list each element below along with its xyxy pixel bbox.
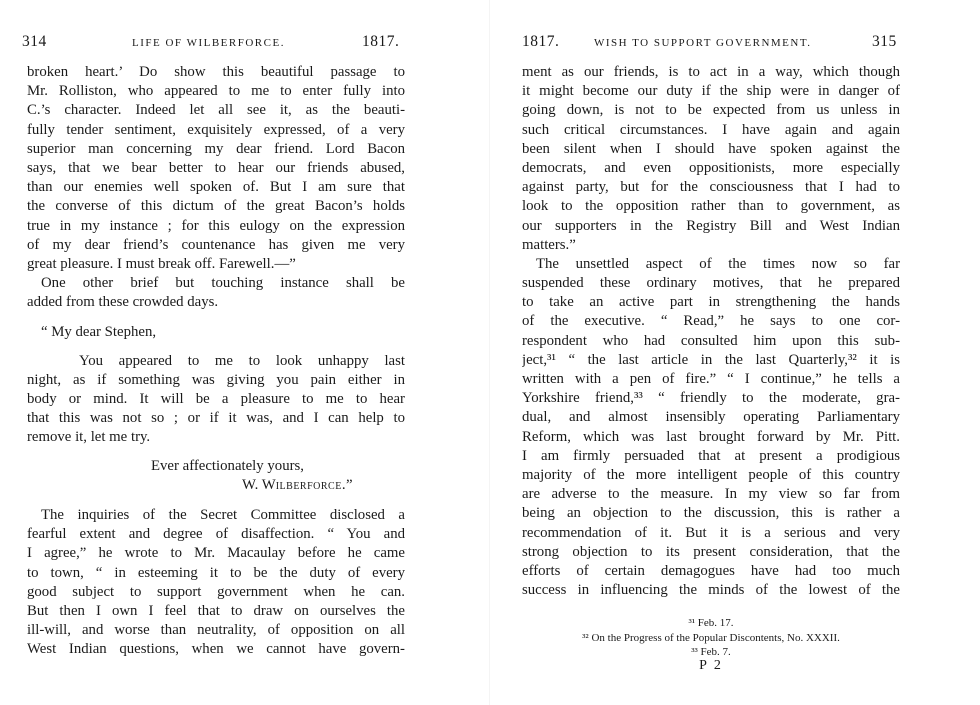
- text-line: recommendation of it. But it is a serious and very: [522, 524, 900, 541]
- text-line: are adverse to the measure. In my view so far from: [522, 486, 900, 503]
- text-line: The unsettled aspect of the times now so far: [536, 255, 900, 272]
- text-line: broken heart.’ Do show this beautiful passage to: [27, 64, 405, 80]
- text-line: than our enemies well spoken of. But I am sure that: [27, 179, 405, 196]
- text-line: fearful extent and degree of disaffection. “ You and: [27, 526, 405, 543]
- text-line: respondent who had consulted him upon this sub-: [522, 332, 900, 349]
- text-line: says, that we bear better to hear our friends abused,: [27, 159, 405, 176]
- text-line: dual, and almost insensibly operating Parliamentary: [522, 409, 900, 426]
- text-line: success in influencing the minds of the lowest of the: [522, 582, 900, 599]
- text-line: Mr. Rolliston, who appeared to me to enter fully into: [27, 83, 405, 100]
- page-body: [27, 63, 405, 659]
- text-line: such critical circumstances. I have again and again: [522, 121, 900, 138]
- signature-mark: P 2: [699, 658, 723, 673]
- text-line: to town, “ in esteeming it to be the duty of every: [27, 564, 405, 581]
- text-line: going down, is not to be expected from us unless in: [522, 102, 900, 119]
- text-line: ment as our friends, is to act in a way, which though: [522, 64, 900, 80]
- text-line: C.’s character. Indeed let all see it, as the beauti-: [27, 102, 405, 119]
- text-line: of the executive. “ Read,” he says to one cor-: [522, 313, 900, 330]
- footnote: ³³ Feb. 7.: [691, 646, 731, 658]
- text-line: true in my instance ; for this eulogy on the expression: [27, 217, 405, 234]
- letter-closing: Ever affectionately yours,: [151, 457, 304, 474]
- text-line: fully tender sentiment, exquisitely expressed, of a very: [27, 121, 405, 138]
- page-number: 314: [22, 33, 47, 50]
- text-line: been silent when I should have spoken against the: [522, 140, 900, 157]
- footnote: ³¹ Feb. 17.: [688, 617, 734, 629]
- text-line: written with a pen of fire.” “ I continue,” he tells a: [522, 371, 900, 387]
- text-line: against party, but for the consciousness that I had to: [522, 179, 900, 196]
- footnotes: [522, 616, 900, 660]
- text-line: superior man concerning my dear friend. Lord Bacon: [27, 140, 405, 157]
- letter-signature: W. Wilberforce.”: [242, 476, 353, 493]
- text-line: strong objection to its present consideration, that the: [522, 543, 900, 560]
- letter-salutation: “ My dear Stephen,: [41, 324, 157, 341]
- text-line: of my dear friend’s countenance has given me very: [27, 236, 405, 253]
- text-line: majority of the more intelligent people of this country: [522, 466, 900, 483]
- text-line: Reform, which was last brought forward by Mr. Pitt.: [522, 428, 900, 445]
- text-line: ill-will, and worse than neutrality, of opposition on all: [27, 622, 405, 639]
- text-line: The inquiries of the Secret Committee disclosed a: [41, 506, 405, 523]
- page-number: 315: [872, 33, 897, 50]
- text-line: I am firmly persuaded that at present a prodigious: [522, 447, 900, 464]
- text-line: look to the opposition rather than to government, as: [522, 198, 900, 215]
- text-line: our supporters in the Registry Bill and West Indian: [522, 217, 900, 234]
- text-line: added from these crowded days.: [27, 294, 219, 311]
- page-header: [22, 33, 412, 53]
- right-page: [490, 0, 980, 705]
- text-line: democrats, and even oppositionists, more especially: [522, 159, 900, 176]
- footnote: ³² On the Progress of the Popular Discontents, No. XXXII.: [582, 631, 840, 644]
- running-title: WISH TO SUPPORT GOVERNMENT.: [594, 37, 812, 49]
- page-year: 1817.: [362, 33, 400, 50]
- text-line: that this was not so ; or if it was, and I can help to: [27, 410, 405, 427]
- text-line: good subject to support government when he can.: [27, 583, 405, 600]
- text-line: remove it, let me try.: [27, 429, 151, 446]
- text-line: great pleasure. I must break off. Farewell.—”: [27, 255, 296, 272]
- text-line: West Indian questions, when we cannot have govern-: [27, 641, 405, 658]
- running-title: LIFE OF WILBERFORCE.: [132, 37, 285, 49]
- page-header: [522, 33, 902, 53]
- text-line: it might become our duty if the ship were in danger of: [522, 83, 900, 100]
- text-line: I agree,” he wrote to Mr. Macaulay before he came: [27, 545, 405, 562]
- text-line: to take an active part in strengthening the hands: [522, 294, 900, 311]
- page-body: [522, 63, 900, 600]
- text-line: night, as if something was giving you pain either in: [27, 371, 405, 388]
- text-line: suspended these ordinary motives, that he prepared: [522, 275, 900, 292]
- text-line: Yorkshire friend,³³ “ friendly to the moderate, gra-: [522, 390, 900, 407]
- text-line: body or mind. It will be a pleasure to me to hear: [27, 391, 405, 407]
- page-year: 1817.: [522, 33, 560, 50]
- text-line: being an objection to the discussion, this is rather a: [522, 505, 900, 522]
- text-line: matters.”: [522, 236, 576, 253]
- text-line: ject,³¹ “ the last article in the last Quarterly,³² it is: [522, 351, 900, 368]
- text-line: One other brief but touching instance shall be: [41, 275, 405, 292]
- text-line: the converse of this dictum of the great Bacon’s holds: [27, 198, 405, 215]
- text-line: efforts of certain demagogues have had too much: [522, 562, 900, 579]
- text-line: You appeared to me to look unhappy last: [79, 352, 405, 369]
- text-line: But then I own I feel that to draw on ourselves the: [27, 602, 405, 619]
